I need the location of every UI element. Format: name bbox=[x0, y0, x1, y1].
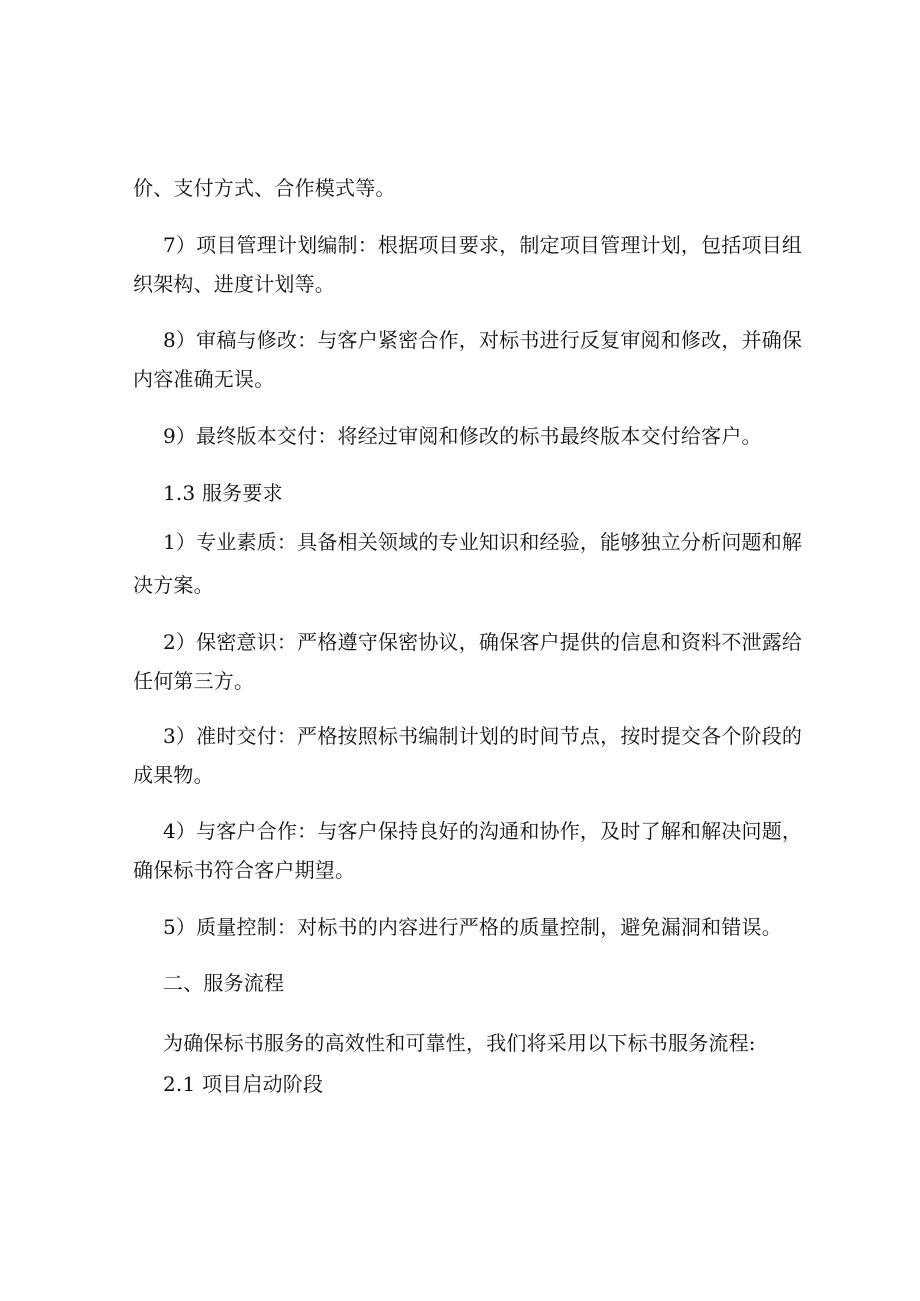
requirement-4-cooperation: 4）与客户合作：与客户保持良好的沟通和协作，及时了解和解决问题， bbox=[163, 819, 803, 843]
requirement-1-professionalism: 1）专业素质：具备相关领域的专业知识和经验，能够独立分析问题和解 bbox=[163, 530, 803, 554]
process-intro: 为确保标书服务的高效性和可靠性，我们将采用以下标书服务流程: bbox=[163, 1031, 756, 1055]
item-8-review-revision: 8）审稿与修改：与客户紧密合作，对标书进行反复审阅和修改，并确保 bbox=[163, 328, 803, 352]
requirement-3-continuation: 成果物。 bbox=[133, 763, 214, 787]
requirement-1-continuation: 决方案。 bbox=[133, 573, 214, 597]
requirement-5-quality: 5）质量控制：对标书的内容进行严格的质量控制，避免漏洞和错误。 bbox=[163, 915, 782, 939]
requirement-2-confidentiality: 2）保密意识：严格遵守保密协议，确保客户提供的信息和资料不泄露给 bbox=[163, 630, 803, 654]
section-heading-2-1: 2.1 项目启动阶段 bbox=[163, 1072, 324, 1096]
requirement-4-continuation: 确保标书符合客户期望。 bbox=[133, 858, 356, 882]
requirement-2-continuation: 任何第三方。 bbox=[133, 669, 255, 693]
paragraph-continuation-payment: 价、支付方式、合作模式等。 bbox=[133, 176, 396, 200]
section-heading-2: 二、服务流程 bbox=[163, 971, 285, 995]
requirement-3-on-time: 3）准时交付：严格按照标书编制计划的时间节点，按时提交各个阶段的 bbox=[163, 724, 803, 748]
item-9-final-delivery: 9）最终版本交付：将经过审阅和修改的标书最终版本交付给客户。 bbox=[163, 424, 762, 448]
item-7-continuation: 织架构、进度计划等。 bbox=[133, 272, 335, 296]
section-heading-1-3: 1.3 服务要求 bbox=[163, 481, 283, 505]
item-8-continuation: 内容准确无误。 bbox=[133, 367, 275, 391]
item-7-project-plan: 7）项目管理计划编制：根据项目要求，制定项目管理计划，包括项目组 bbox=[163, 233, 803, 257]
